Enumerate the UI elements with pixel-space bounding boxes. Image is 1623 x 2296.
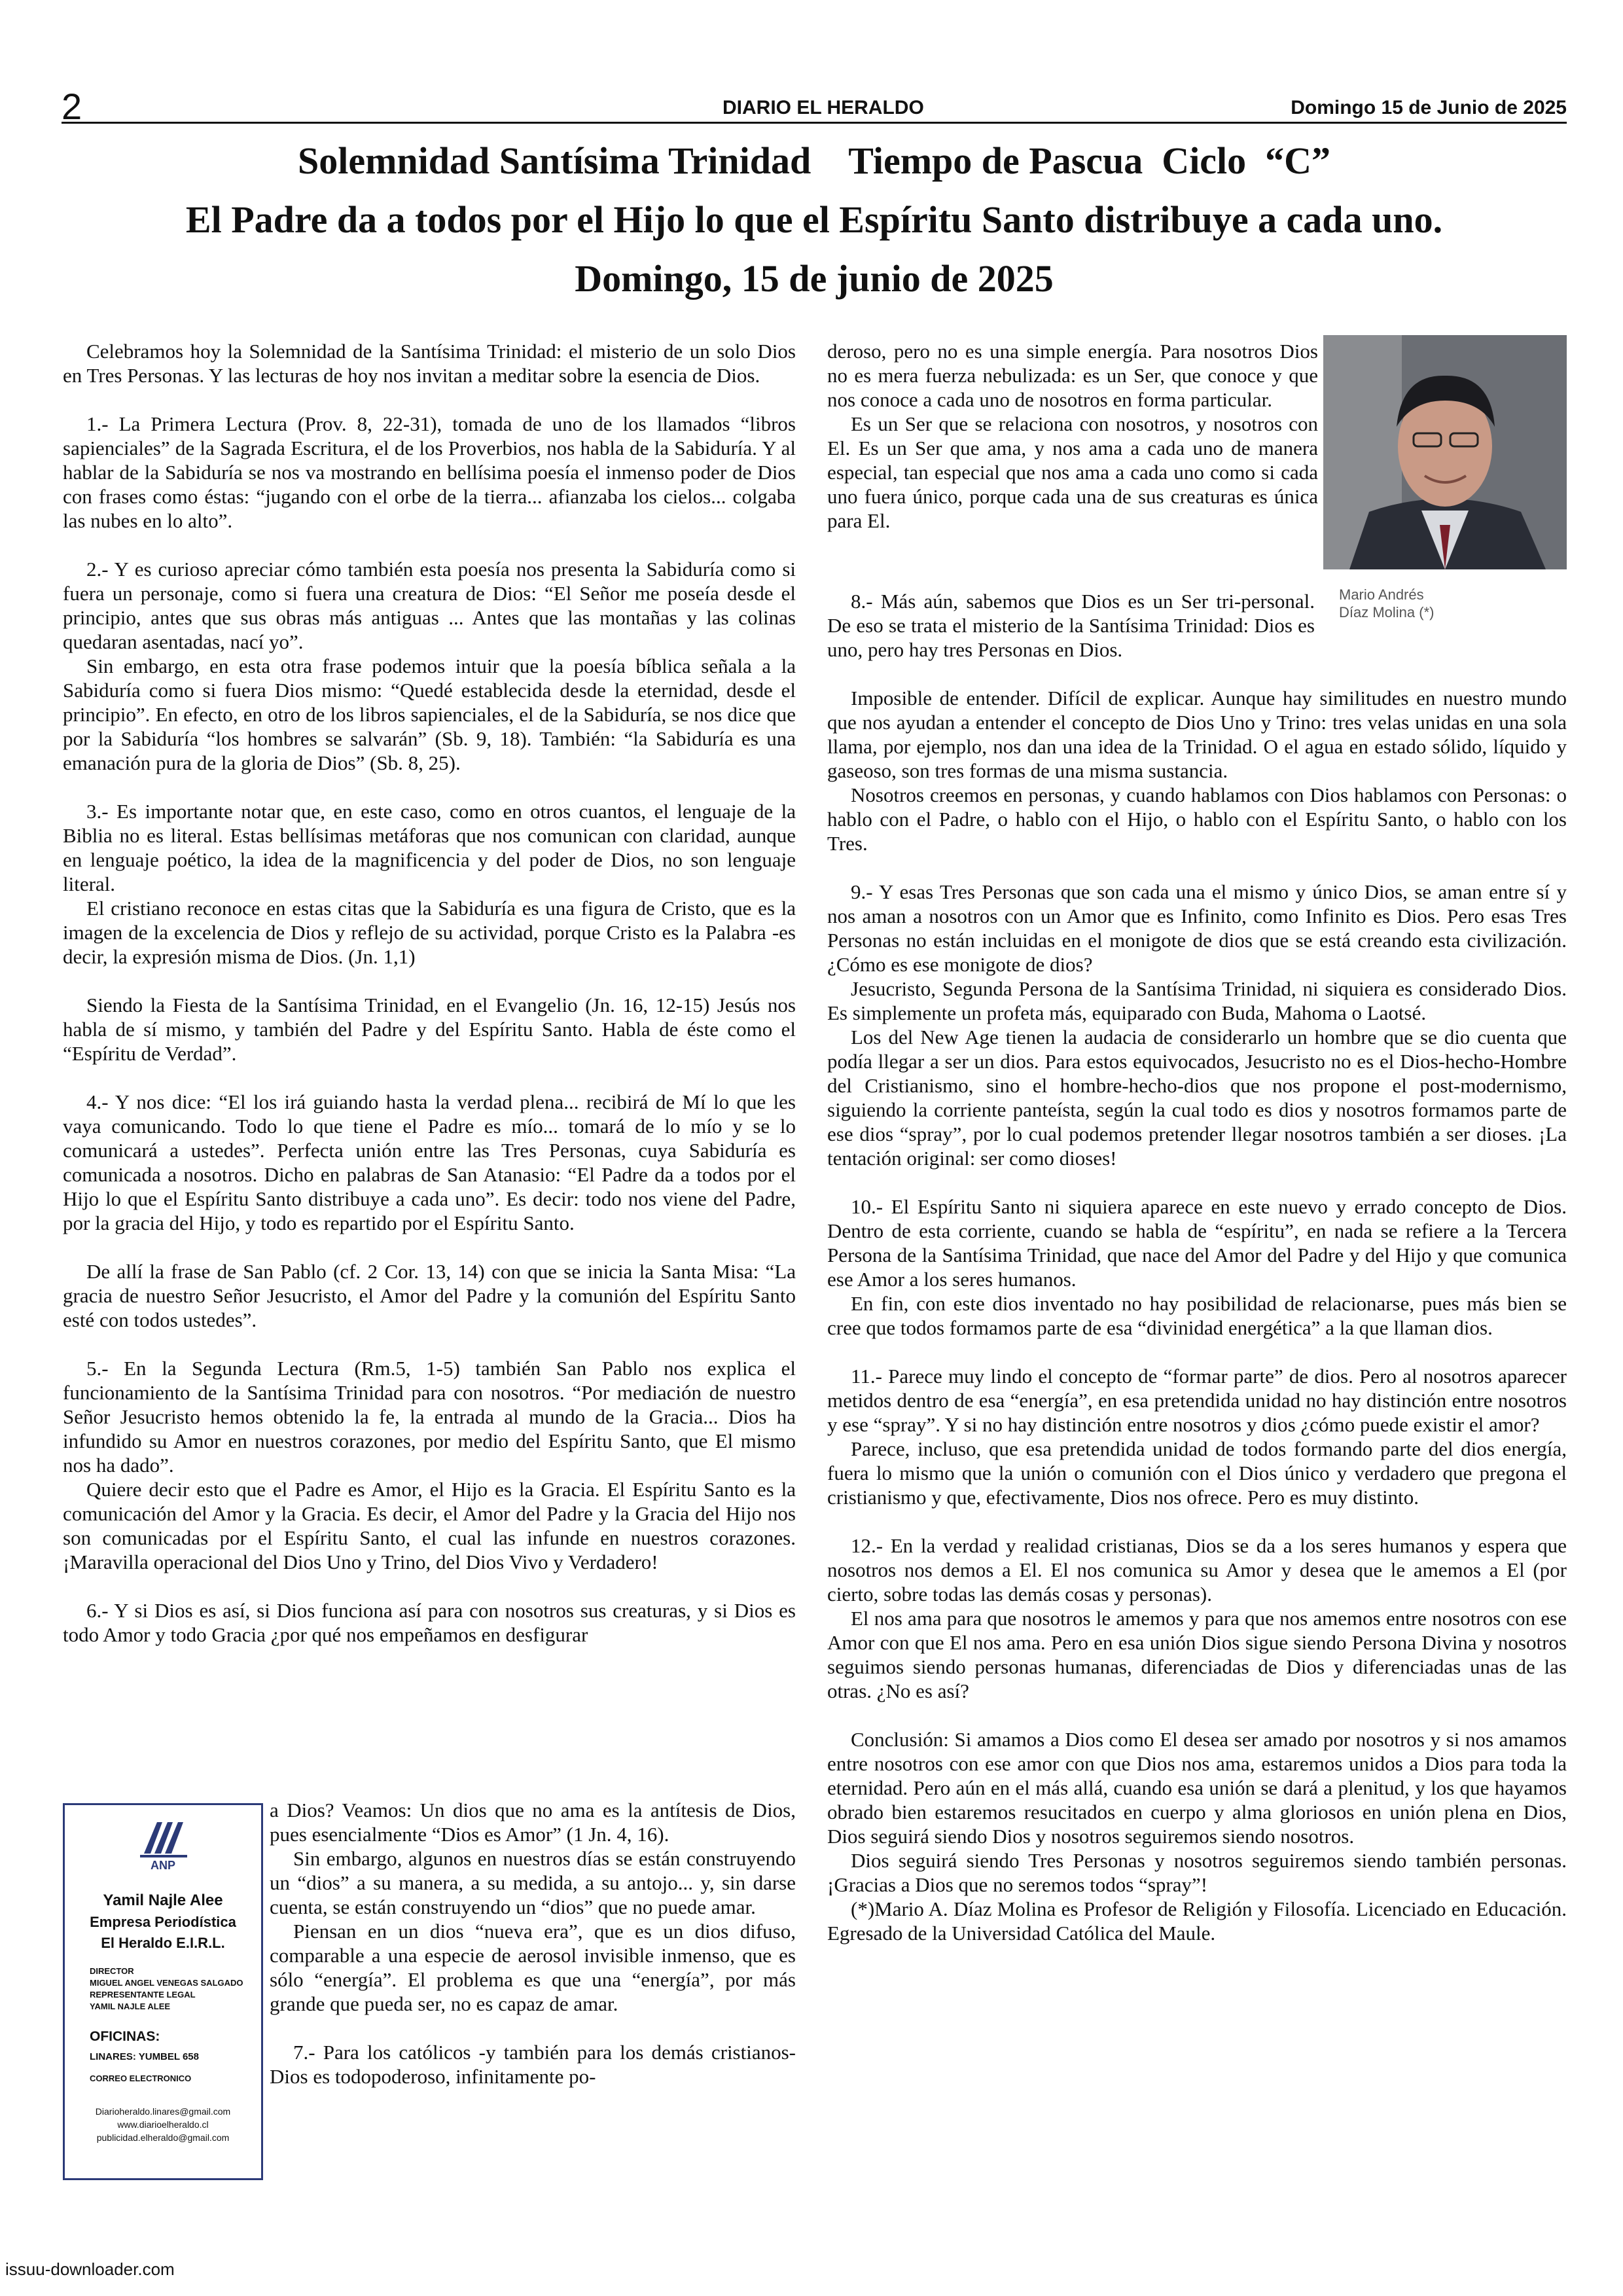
- paragraph: Dios seguirá siendo Tres Personas y nosotros seguiremos siendo también personas. ¡Gracias a Dios que no seremos todos “spray”!: [827, 1849, 1567, 1896]
- right-column-top: [827, 339, 1318, 533]
- company-line1: Empresa Periodística: [90, 1914, 236, 1930]
- paragraph: El nos ama para que nosotros le amemos y para que nos amemos entre nosotros con ese Amor con que El nos ama. Pero en esa unión Dios sigue siendo Persona Divina y nosotros seguimos siendo personas humanas, diferenciadas de Dios y diferenciadas unas de las otras. ¿No es así?: [827, 1607, 1567, 1702]
- left-column: [63, 339, 796, 1647]
- paragraph: Imposible de entender. Difícil de explicar. Aunque hay similitudes en nuestro mundo que nos ayudan a entender el concepto de Dios Uno y Trino: tres velas unidas en una sola llama, por ejemplo, nos dan una idea de la Trinidad. O el agua en estado sólido, líquido y gaseoso, son tres formas de una misma sustancia.: [827, 687, 1567, 782]
- page-header: [62, 86, 1567, 127]
- paragraph: Piensan en un dios “nueva era”, que es un dios difuso, comparable a una especie de aerosol invisible inmenso, que es sólo “energía”. El problema es que una “energía”, por más grande que pueda ser, no es capaz de amar.: [270, 1920, 796, 2015]
- paragraph: Los del New Age tienen la audacia de considerarlo un hombre que se dio cuenta que podía llegar a ser un dios. Para estos equivocados, Jesucristo no es el Dios-hecho-Hombre del Cristianismo, sino el hombre-hecho-dios que nos propone el post-modernismo, siguiendo la corriente panteísta, según la cual todo es dios y nosotros formamos parte de ese dios “spray”, por lo cual podemos pretender llegar nosotros también a ser dioses. ¡La tentación original: ser como dioses!: [827, 1026, 1567, 1170]
- footer-watermark: issuu-downloader.com: [5, 2259, 175, 2279]
- legal-rep-label: REPRESENTANTE LEGAL: [90, 1990, 196, 2000]
- director-label: DIRECTOR: [90, 1966, 134, 1976]
- author-photo: [1323, 335, 1567, 569]
- paragraph: 9.- Y esas Tres Personas que son cada una el mismo y único Dios, se aman entre sí y nos aman a nosotros con un Amor que es Infinito, como Infinito es Dios. Pero esas Tres Personas no están incluidas en el monigote de dios que se está creando esta civilización. ¿Cómo es ese monigote de dios?: [827, 880, 1567, 976]
- paragraph: 10.- El Espíritu Santo ni siquiera aparece en este nuevo y errado concepto de Dios. Dentro de esta corriente, cuando se habla de “espíritu”, en nada se refiere a la Tercera Persona de la Santísima Trinidad, que nace del Amor del Padre y del Hijo y que comunica ese Amor a los seres humanos.: [827, 1195, 1567, 1291]
- offices-label: OFICINAS:: [90, 2029, 160, 2044]
- paragraph: Es un Ser que se relaciona con nosotros, y nosotros con El. Es un Ser que ama, y nos ama a cada uno de manera especial, tan especial que nos ama a cada uno como si cada uno fuera único, porque cada una de sus creaturas es única para El.: [827, 412, 1318, 532]
- legal-rep-name: YAMIL NAJLE ALEE: [90, 2001, 171, 2011]
- email-contact[interactable]: Diarioheraldo.linares@gmail.com: [95, 2106, 231, 2117]
- paragraph: Jesucristo, Segunda Persona de la Santísima Trinidad, ni siquiera es considerado Dios. Es simplemente un profeta más, equiparado con Buda, Mahoma o Laotsé.: [827, 977, 1567, 1024]
- newspaper-name: DIARIO EL HERALDO: [722, 97, 924, 118]
- header-rule: [62, 122, 1567, 124]
- paragraph: 4.- Y nos dice: “El los irá guiando hasta la verdad plena... recibirá de Mí lo que les vaya comunicando. Todo lo que tiene el Padre es mío... tomará de lo mío y se lo comunicará a ustedes”. Perfecta unión entre las Tres Personas, cuya Sabiduría es comunicada a nosotros. Dicho en palabras de San Atanasio: “El Padre da a todos por el Hijo lo que el Espíritu Santo distribuye a cada uno”. Es decir: todo nos viene del Padre, por la gracia del Hijo, y todo es repartido por el Espíritu Santo.: [63, 1090, 796, 1234]
- offices-value: LINARES: YUMBEL 658: [90, 2051, 199, 2062]
- left-column-continued: [270, 1798, 796, 2089]
- paragraph: Nosotros creemos en personas, y cuando hablamos con Dios hablamos con Personas: o hablo con el Padre, o hablo con el Hijo, o hablo con el Espíritu Santo, o hablo con los Tres.: [827, 783, 1567, 855]
- website-link[interactable]: www.diarioelheraldo.cl: [117, 2119, 209, 2130]
- paragraph: Siendo la Fiesta de la Santísima Trinidad, en el Evangelio (Jn. 16, 12-15) Jesús nos habla de sí mismo, y también del Padre y del Espíritu Santo. Habla de éste como el “Espíritu de Verdad”.: [63, 994, 796, 1065]
- company-line2: El Heraldo E.I.R.L.: [101, 1935, 225, 1951]
- right-column-middle: [827, 589, 1315, 662]
- paragraph: 6.- Y si Dios es así, si Dios funciona así para con nosotros sus creaturas, y si Dios es todo Amor y todo Gracia ¿por qué nos empeñamos en desfigurar: [63, 1599, 796, 1646]
- paragraph: 3.- Es importante notar que, en este caso, como en otros cuantos, el lenguaje de la Biblia no es literal. Estas bellísimas metáforas que nos comunican con claridad, aunque en lenguaje poético, la idea de la magnificencia y del poder de Dios, no son lenguaje literal.: [63, 800, 796, 895]
- paragraph: En fin, con este dios inventado no hay posibilidad de relacionarse, pues más bien se cree que todos formamos parte de esa “divinidad energética” a la que llaman dios.: [827, 1292, 1567, 1339]
- director-name: MIGUEL ANGEL VENEGAS SALGADO: [90, 1978, 243, 1988]
- owner-name: Yamil Najle Alee: [103, 1892, 223, 1909]
- paragraph: 12.- En la verdad y realidad cristianas, Dios se da a los seres humanos y espera que nosotros nos demos a El. El nos comunica su Amor y desea que le amemos a El (por cierto, sobre todas las demás cosas y personas).: [827, 1534, 1567, 1605]
- paragraph: 11.- Parece muy lindo el concepto de “formar parte” de dios. Pero al nosotros aparecer metidos dentro de esa “energía”, en esa pretendida unidad no hay distinción entre nosotros y ese “spray”. Y si no hay distinción entre nosotros y dios ¿cómo puede existir el amor?: [827, 1365, 1567, 1436]
- issue-date: Domingo 15 de Junio de 2025: [1291, 97, 1567, 118]
- caption-line2: Díaz Molina (*): [1339, 604, 1435, 620]
- right-column: [827, 686, 1567, 1945]
- paragraph: Celebramos hoy la Solemnidad de la Santísima Trinidad: el misterio de un solo Dios en Tres Personas. Y las lecturas de hoy nos invitan a meditar sobre la esencia de Dios.: [63, 340, 796, 387]
- paragraph: Sin embargo, en esta otra frase podemos intuir que la poesía bíblica señala a la Sabiduría como si fuera Dios mismo: “Quedé establecida desde la eternidad, desde el principio”. En efecto, en otro de los libros sapienciales, el de la Sabiduría, se nos dice que por la Sabiduría “los hombres se salvarán” (Sb. 9, 18). También: “la Sabiduría es una emanación pura de la gloria de Dios” (Sb. 8, 25).: [63, 655, 796, 774]
- page-number: 2: [62, 86, 82, 127]
- paragraph: Sin embargo, algunos en nuestros días se están construyendo un “dios” a su manera, a su medida, a su antojo... y, sin darse cuenta, se están construyendo un “dios” que no puede amar.: [270, 1847, 796, 1918]
- caption-line1: Mario Andrés: [1339, 586, 1424, 603]
- photo-caption: [1339, 586, 1555, 621]
- paragraph: a Dios? Veamos: Un dios que no ama es la antítesis de Dios, pues esencialmente “Dios es Amor” (1 Jn. 4, 16).: [270, 1799, 796, 1846]
- paragraph: 8.- Más aún, sabemos que Dios es un Ser tri-personal. De eso se trata el misterio de la Santísima Trinidad: Dios es uno, pero hay tres Personas en Dios.: [827, 590, 1315, 661]
- paragraph: De allí la frase de San Pablo (cf. 2 Cor. 13, 14) con que se inicia la Santa Misa: “La gracia de nuestro Señor Jesucristo, el Amor del Padre y la comunión del Espíritu Santo esté con todos ustedes”.: [63, 1260, 796, 1331]
- paragraph: Quiere decir esto que el Padre es Amor, el Hijo es la Gracia. El Espíritu Santo es la comunicación del Amor y la Gracia. Es decir, el Amor del Padre y la Gracia del Hijo nos son comunicadas por el Espíritu Santo, el cual las infunde en nuestros corazones. ¡Maravilla operacional del Dios Uno y Trino, del Dios Vivo y Verdadero!: [63, 1478, 796, 1573]
- article-title-line1: Solemnidad Santísima Trinidad Tiempo de Pascua Ciclo “C”: [297, 139, 1331, 182]
- paragraph: 7.- Para los católicos -y también para los demás cristianos- Dios es todopoderoso, infinitamente po-: [270, 2041, 796, 2088]
- article-title-line2: El Padre da a todos por el Hijo lo que el Espíritu Santo distribuye a cada uno.: [185, 198, 1443, 241]
- email-advertising[interactable]: publicidad.elheraldo@gmail.com: [96, 2132, 230, 2143]
- paragraph: 5.- En la Segunda Lectura (Rm.5, 1-5) también San Pablo nos explica el funcionamiento de la Santísima Trinidad para con nosotros. “Por mediación de nuestro Señor Jesucristo hemos obtenido la fe, la entrada al mundo de la Gracia... Dios ha infundido su Amor en nuestros corazones, por medio del Espíritu Santo, que El mismo nos ha dado”.: [63, 1357, 796, 1477]
- paragraph: deroso, pero no es una simple energía. Para nosotros Dios no es mera fuerza nebulizada: es un Ser, que conoce y que nos conoce a cada uno de nosotros en forma particular.: [827, 340, 1318, 411]
- paragraph: 2.- Y es curioso apreciar cómo también esta poesía nos presenta la Sabiduría como si fuera un personaje, como si fuera una creatura de Dios: “El Señor me poseía desde el principio, antes que sus obras más antiguas ... Antes que las montañas y las colinas quedaran asentadas, nací yo”.: [63, 558, 796, 653]
- paragraph: 1.- La Primera Lectura (Prov. 8, 22-31), tomada de uno de los llamados “libros sapienciales” de la Sagrada Escritura, el de los Proverbios, nos habla de la Sabiduría. Y al hablar de la Sabiduría se nos va mostrando en bellísima poesía el inmenso poder de Dios con frases como éstas: “jugando con el orbe de la tierra... afianzaba los cielos... colgaba las nubes en lo alto”.: [63, 412, 796, 532]
- article-title-date: Domingo, 15 de junio de 2025: [575, 257, 1054, 300]
- logo-text: ANP: [150, 1859, 176, 1872]
- email-label: CORREO ELECTRONICO: [90, 2073, 192, 2083]
- author-note: (*)Mario A. Díaz Molina es Profesor de Religión y Filosofía. Licenciado en Educación. Egresado de la Universidad Católica del Maule.: [827, 1897, 1567, 1945]
- masthead-box: [63, 1803, 263, 2180]
- paragraph: El cristiano reconoce en estas citas que la Sabiduría es una figura de Cristo, que es la imagen de la excelencia de Dios y reflejo de su actividad, porque Cristo es la Palabra -es decir, la expresión misma de Dios. (Jn. 1,1): [63, 897, 796, 968]
- paragraph: Parece, incluso, que esa pretendida unidad de todos formando parte del dios energía, fuera lo mismo que la unión o comunión con el Dios único y verdadero que pregona el cristianismo y que, efectivamente, Dios nos ofrece. Pero es muy distinto.: [827, 1437, 1567, 1509]
- anp-logo-icon: [132, 1813, 194, 1873]
- paragraph: Conclusión: Si amamos a Dios como El desea ser amado por nosotros y si nos amamos entre nosotros con ese amor con que Dios nos ama, estaremos unidos a Dios para toda la eternidad. Pero aún en el más allá, cuando esa unión se dará a plenitud, y los que hayamos obrado bien estaremos resucitados en cuerpo y alma gloriosos en unión plena en Dios, Dios seguirá siendo Dios y nosotros seguiremos siendo nosotros.: [827, 1728, 1567, 1848]
- author-portrait-icon: [1323, 335, 1567, 569]
